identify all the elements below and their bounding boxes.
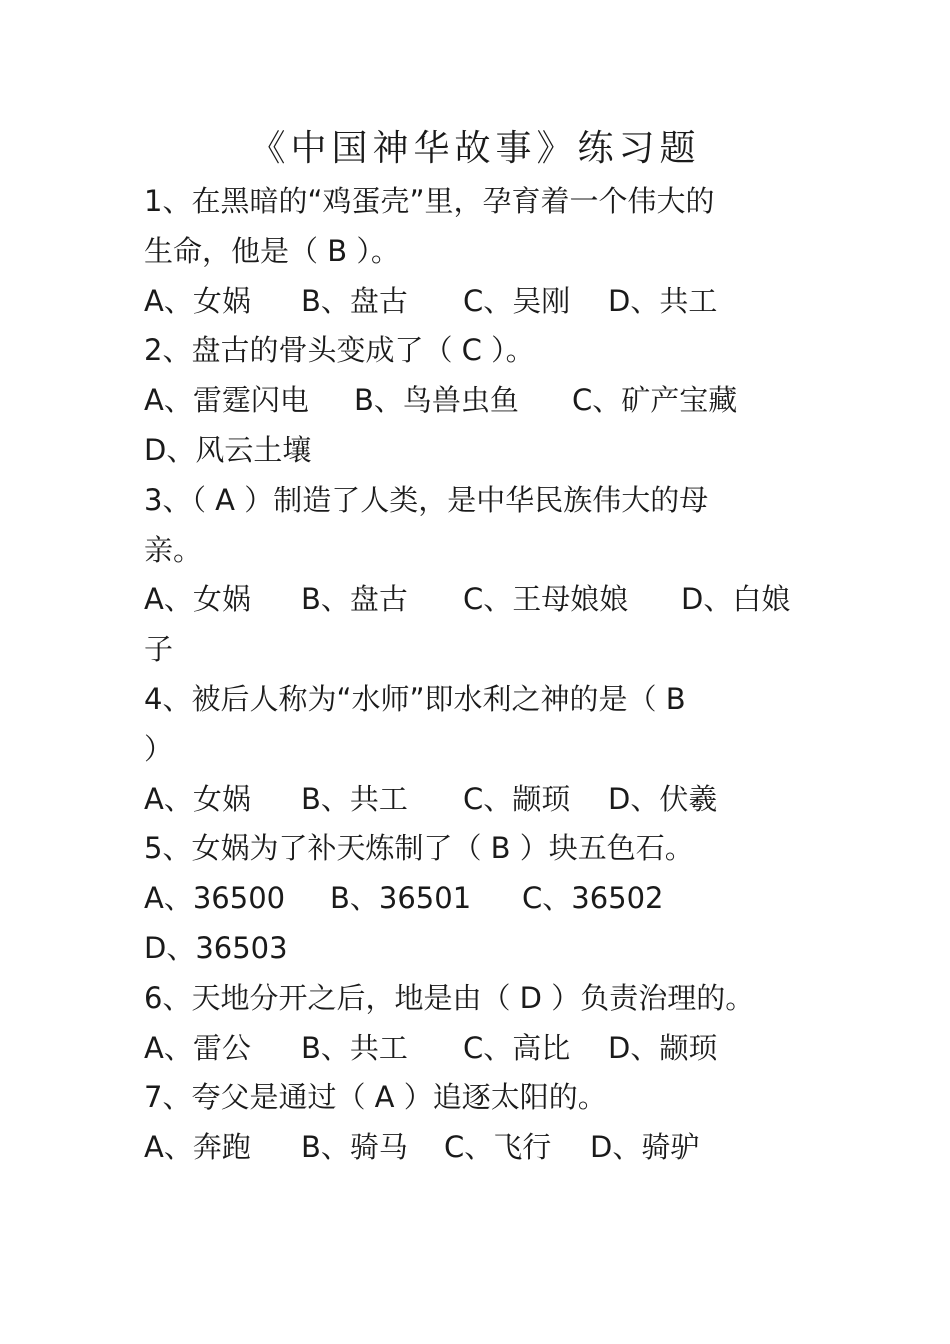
option-a: A、女娲 <box>144 582 251 617</box>
question-line <box>144 1073 824 1123</box>
option-c: C、颛顼 <box>463 781 571 816</box>
option-d: D、共工 <box>608 283 718 318</box>
option-b: B、共工 <box>301 1030 408 1065</box>
question-text: ） <box>144 731 174 766</box>
option-c: C、王母娘娘 <box>463 582 629 617</box>
question-line <box>144 974 824 1024</box>
question-text: 7、夸父是通过（ A ）追逐太阳的。 <box>144 1080 607 1115</box>
option-a: A、雷公 <box>144 1030 251 1065</box>
options-line <box>144 775 824 825</box>
option-c: C、飞行 <box>444 1130 552 1165</box>
option-b: B、鸟兽虫鱼 <box>354 383 519 418</box>
option-c: C、矿产宝藏 <box>572 383 738 418</box>
question-text: 生命，他是（ B ）。 <box>144 233 400 268</box>
options-line <box>144 575 824 625</box>
option-d: D、风云土壤 <box>144 432 312 467</box>
option-b: B、36501 <box>330 881 472 916</box>
option-d-continued: 子 <box>144 632 174 667</box>
question-line <box>144 725 824 775</box>
option-c: C、吴刚 <box>463 283 571 318</box>
options-line <box>144 1024 824 1074</box>
option-a: A、女娲 <box>144 781 251 816</box>
question-line <box>144 326 824 376</box>
question-line <box>144 177 824 227</box>
options-line <box>144 376 824 426</box>
options-line <box>144 1123 824 1173</box>
question-line <box>144 476 824 526</box>
option-c: C、36502 <box>522 881 664 916</box>
option-b: B、盘古 <box>301 582 408 617</box>
option-a: A、36500 <box>144 881 286 916</box>
option-d: D、36503 <box>144 930 288 965</box>
question-list <box>144 177 824 1173</box>
options-line <box>144 924 824 974</box>
question-text: 3、（ A ）制造了人类，是中华民族伟大的母 <box>144 482 709 517</box>
question-line <box>144 675 824 725</box>
question-text: 6、天地分开之后，地是由（ D ）负责治理的。 <box>144 980 755 1015</box>
option-a: A、雷霆闪电 <box>144 383 309 418</box>
document-title: 《中国神华故事》练习题 <box>249 128 701 169</box>
question-line <box>144 526 824 576</box>
question-line <box>144 824 824 874</box>
option-d: D、骑驴 <box>590 1130 700 1165</box>
option-a: A、女娲 <box>144 283 251 318</box>
option-b: B、骑马 <box>301 1130 408 1165</box>
option-d: D、伏羲 <box>608 781 718 816</box>
question-text: 2、盘古的骨头变成了（ C ）。 <box>144 333 535 368</box>
option-b: B、共工 <box>301 781 408 816</box>
question-text: 亲。 <box>144 532 203 567</box>
question-text: 4、被后人称为“水师”即水利之神的是（ B <box>144 681 686 716</box>
question-line <box>144 227 824 277</box>
options-line <box>144 625 824 675</box>
option-a: A、奔跑 <box>144 1130 251 1165</box>
options-line <box>144 426 824 476</box>
option-b: B、盘古 <box>301 283 408 318</box>
option-d: D、白娘 <box>681 582 791 617</box>
options-line <box>144 874 824 924</box>
question-text: 5、女娲为了补天炼制了（ B ）块五色石。 <box>144 831 694 866</box>
options-line <box>144 277 824 327</box>
question-text: 1、在黑暗的“鸡蛋壳”里，孕育着一个伟大的 <box>144 184 715 218</box>
option-d: D、颛顼 <box>608 1030 718 1065</box>
option-c: C、高比 <box>463 1030 571 1065</box>
